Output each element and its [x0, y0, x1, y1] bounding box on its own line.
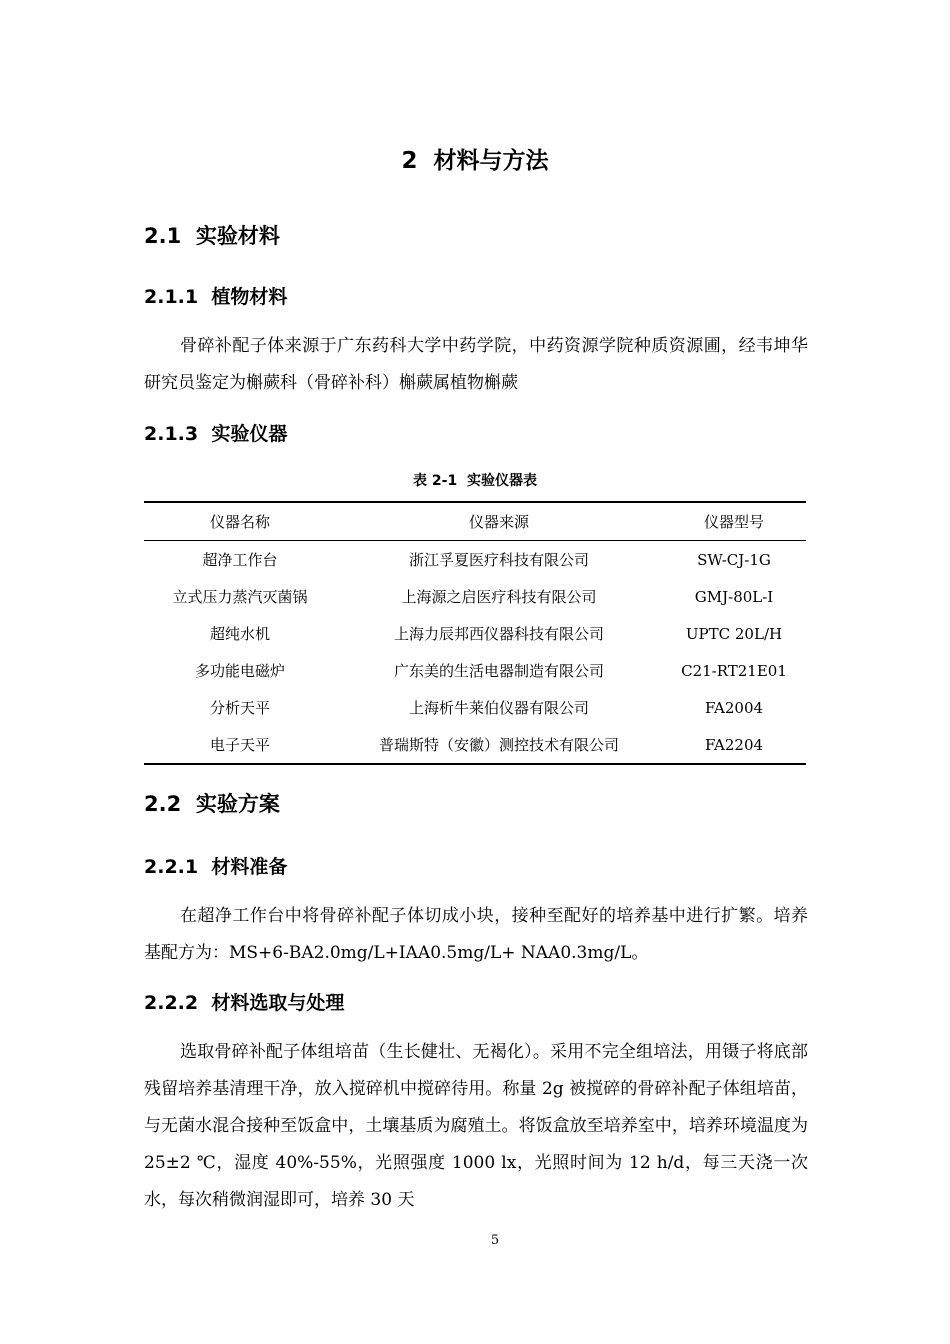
column-header-model: 仪器型号: [703, 513, 764, 531]
table-row: [144, 652, 806, 689]
page-number: 5: [490, 1233, 500, 1248]
paragraph-plant-material: 骨碎补配子体来源于广东药科大学中药学院，中药资源学院种质资源圃，经韦坤华研究员鉴定为槲蕨科（骨碎补科）槲蕨属植物槲蕨: [144, 336, 808, 393]
table-cell-model: GMJ-80L-I: [694, 587, 774, 606]
table-row: [144, 615, 806, 652]
section-heading-2-2-1: 2.2.1 材料准备: [144, 856, 288, 878]
table-cell-name: 超纯水机: [209, 625, 270, 643]
table-cell-name: 超净工作台: [202, 551, 278, 569]
table-cell-model: C21-RT21E01: [681, 661, 787, 680]
table-cell-model: SW-CJ-1G: [697, 550, 771, 569]
table-row: [144, 578, 806, 615]
table-header-row: [144, 502, 806, 541]
table-cell-name: 电子天平: [209, 736, 270, 754]
chapter-title: 2 材料与方法: [401, 148, 549, 174]
table-cell-source: 普瑞斯特（安徽）测控技术有限公司: [378, 736, 619, 754]
paragraph-material-selection: 选取骨碎补配子体组培苗（生长健壮、无褐化）。采用不完全组培法，用镊子将底部残留培养基清理干净，放入搅碎机中搅碎待用。称量 2g 被搅碎的骨碎补配子体组培苗，与无菌水混合接种至饭盒中，土壤基质为腐殖土。将饭盒放至培养室中，培养环境温度为 25±2 ℃，湿度 40%-55%，光照强度 1000 lx，光照时间为 12 h/d，每三天浇一次水，每次稍微润湿即可，培养 30 天: [144, 1042, 808, 1210]
paragraph-material-preparation: 在超净工作台中将骨碎补配子体切成小块，接种至配好的培养基中进行扩繁。培养基配方为：MS+6-BA2.0mg/L+IAA0.5mg/L+ NAA0.3mg/L。: [144, 906, 808, 963]
column-header-name: 仪器名称: [209, 513, 270, 531]
section-heading-2-1-3: 2.1.3 实验仪器: [144, 423, 288, 445]
table-cell-name: 分析天平: [209, 699, 270, 717]
table-cell-model: FA2204: [704, 735, 764, 754]
table-cell-model: FA2004: [704, 698, 764, 717]
table-row: [144, 689, 806, 726]
table-caption: 表 2-1 实验仪器表: [413, 473, 537, 489]
section-heading-2-2: 2.2 实验方案: [144, 792, 280, 816]
table-cell-source: 上海源之启医疗科技有限公司: [401, 588, 597, 606]
table-cell-source: 浙江孚夏医疗科技有限公司: [408, 551, 589, 569]
table-row: [144, 726, 806, 764]
table-cell-name: 多功能电磁炉: [194, 662, 285, 680]
table-cell-name: 立式压力蒸汽灭菌锅: [172, 588, 308, 606]
table-row: [144, 541, 806, 579]
table-cell-source: 广东美的生活电器制造有限公司: [393, 662, 604, 680]
section-heading-2-1-1: 2.1.1 植物材料: [144, 286, 288, 308]
section-heading-2-2-2: 2.2.2 材料选取与处理: [144, 992, 345, 1014]
table-cell-model: UPTC 20L/H: [685, 624, 783, 643]
section-heading-2-1: 2.1 实验材料: [144, 224, 280, 248]
table-cell-source: 上海力辰邦西仪器科技有限公司: [393, 625, 604, 643]
instrument-table: [144, 501, 806, 765]
column-header-source: 仪器来源: [468, 513, 529, 531]
table-cell-source: 上海析牛莱伯仪器有限公司: [408, 699, 589, 717]
